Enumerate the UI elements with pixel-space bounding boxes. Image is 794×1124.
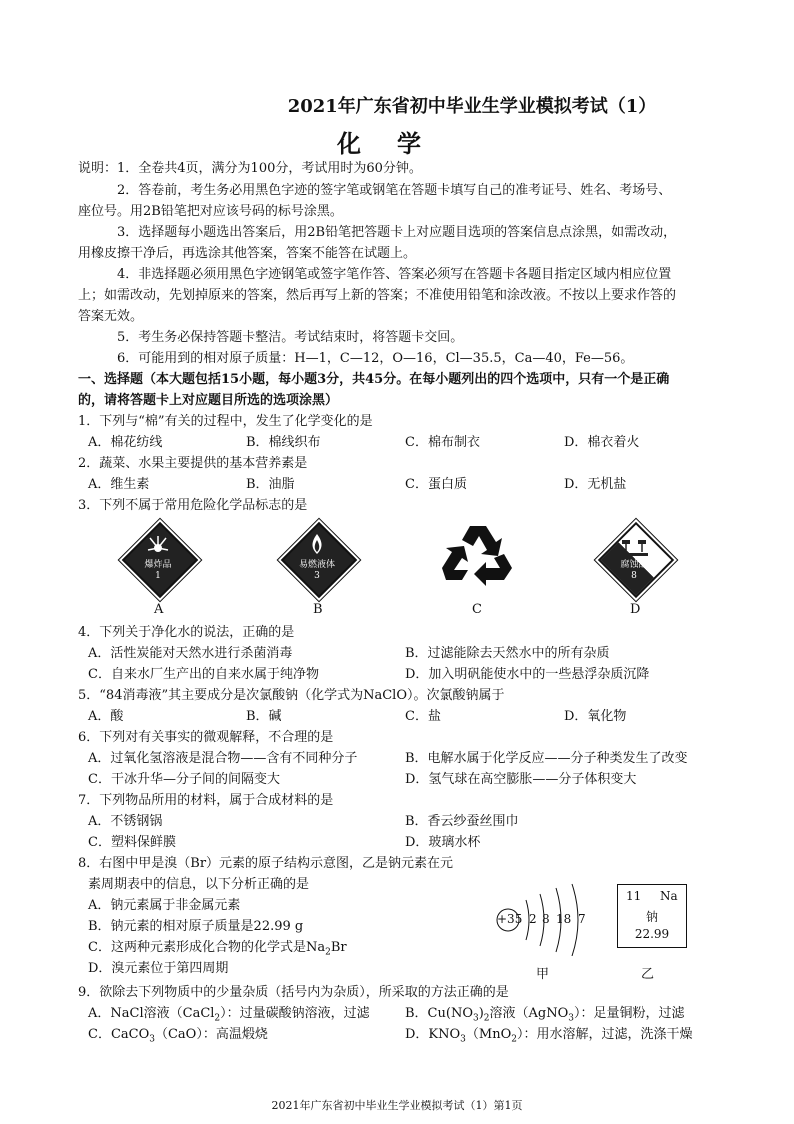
q9-option-a [88,1005,370,1023]
q2-option-d: D．无机盐 [564,477,627,492]
shell-3-count: 18 [556,912,572,926]
q9-d-pre: D．KNO [405,1027,461,1042]
q7-option-b: B．香云纱蚕丝围巾 [405,814,519,829]
instruction-4c: 答案无效。 [78,309,144,324]
section-heading-2: 的，请将答题卡上对应题目所选的选项涂黑） [78,393,339,408]
q9-b-pre: B．Cu(NO [405,1006,473,1021]
q5-option-c: C．盐 [405,709,441,724]
q8-option-c [88,939,347,957]
q1-stem: 1．下列与“棉”有关的过程中，发生了化学变化的是 [78,414,373,429]
sign-a-number: 1 [155,571,161,581]
q7-stem: 7．下列物品所用的材料，属于合成材料的是 [78,793,334,808]
q9-c-pre: C．CaCO [88,1027,150,1042]
explosive-sign [122,522,194,594]
q2-option-c: C．蛋白质 [405,477,467,492]
q9-option-d [405,1026,693,1044]
q1-option-d: D．棉衣着火 [564,435,640,450]
q9-a-post: ）：过量碳酸钠溶液，过滤 [220,1006,370,1021]
q1-option-a: A．棉花纺线 [88,435,163,450]
sign-b-number: 3 [314,571,320,581]
q9-a-sub: 2 [214,1013,221,1024]
q3-caption-d: D [630,602,641,617]
q4-stem: 4．下列关于净化水的说法，正确的是 [78,625,295,640]
instruction-1: 说明：1．全卷共4页，满分为100分，考试用时为60分钟。 [78,161,422,176]
q4-option-b: B．过滤能除去天然水中的所有杂质 [405,646,610,661]
instruction-6: 6．可能用到的相对原子质量：H—1，C—12，O—16，Cl—35.5，Ca—40，Fe—56。 [117,351,634,366]
sign-b-label: 易燃液体 [298,560,335,570]
flammable-liquid-sign [281,522,353,594]
shell-4-count: 7 [578,912,586,926]
instruction-4b: 上；如需改动，先划掉原来的答案，然后再写上新的答案；不准使用铅笔和涂改液。不按以上要求作答的 [78,288,677,303]
shell-1-count: 2 [529,912,537,926]
sign-a-label: 爆炸品 [144,560,172,570]
q7-option-c: C．塑料保鲜膜 [88,835,176,850]
q5-option-b: B．碱 [246,709,282,724]
q4-option-c: C．自来水厂生产出的自来水属于纯净物 [88,667,319,682]
instruction-3b: 用橡皮擦干净后，再选涂其他答案，答案不能答在试题上。 [78,246,417,261]
element-symbol: Na [660,889,678,903]
nucleus-label: +35 [497,912,523,926]
q9-b-sub3: 3 [568,1013,575,1024]
q9-a-pre: A．NaCl溶液（CaCl [88,1006,215,1021]
instruction-3: 3．选择题每小题选出答案后，用2B铅笔把答题卡上对应题目选项的答案信息点涂黑，如需改动， [117,225,677,240]
page-footer: 2021年广东省初中毕业生学业模拟考试（1）第1页 [271,1099,523,1112]
instruction-4: 4．非选择题必须用黑色字迹钢笔或签字笔作答、答案必须写在答题卡各题目指定区域内相应位置 [117,267,672,282]
q6-option-d: D．氢气球在高空膨胀——分子体积变大 [405,772,637,787]
recycling-icon [440,522,516,588]
instruction-2b: 座位号。用2B铅笔把对应该号码的标号涂黑。 [78,204,343,219]
shell-2-count: 8 [542,912,550,926]
q4-option-a: A．活性炭能对天然水进行杀菌消毒 [88,646,293,661]
instruction-2: 2．答卷前，考生务必用黑色字迹的签字笔或钢笔在答题卡填写自己的准考证号、姓名、考场号、 [117,183,672,198]
q8-stem-2: 素周期表中的信息，以下分析正确的是 [88,877,310,892]
caption-yi: 乙 [641,967,655,982]
test-tube-icon [598,522,670,594]
q9-b-post: ）：足量铜粉，过滤 [574,1006,685,1021]
q6-stem: 6．下列对有关事实的微观解释，不合理的是 [78,730,334,745]
subject-title: 化学 [337,129,457,158]
element-name: 钠 [645,910,658,924]
q8-option-c-sub: 2 [325,947,331,958]
q9-d-mid: （MnO [465,1027,512,1042]
q7-option-a: A．不锈钢锅 [88,814,163,829]
q5-stem: 5．“84消毒液”其主要成分是次氯酸钠（化学式为NaClO）。次氯酸钠属于 [78,688,505,703]
q9-d-sub2: 2 [511,1034,517,1045]
q8-option-c-post: Br [330,940,347,955]
q7-option-d: D．玻璃水杯 [405,835,481,850]
q5-option-a: A．酸 [88,709,124,724]
explosion-icon [122,522,194,594]
q5-option-d: D．氧化物 [564,709,627,724]
q3-caption-c: C [472,602,482,617]
q9-b-sub1: 3 [472,1013,479,1024]
q9-d-post: ）：用水溶解，过滤，洗涤干燥 [516,1027,693,1042]
q9-b-mid2: 溶液（AgNO [489,1006,569,1021]
sign-d-label: 腐蚀品 [620,560,648,570]
q9-c-post: （CaO）：高温煅烧 [154,1027,268,1042]
q6-option-b: B．电解水属于化学反应——分子种类发生了改变 [405,751,688,766]
q8-option-b: B．钠元素的相对原子质量是22.99 g [88,919,304,934]
atomic-number: 11 [626,889,642,903]
caption-jia: 甲 [536,967,550,982]
q9-c-sub: 3 [149,1034,155,1045]
q6-option-c: C．干冰升华—分子间的间隔变大 [88,772,280,787]
q9-option-b [405,1005,685,1023]
q4-option-d: D．加入明矾能使水中的一些悬浮杂质沉降 [405,667,650,682]
q8-option-c-text: C．这两种元素形成化合物的化学式是Na [88,940,326,955]
atomic-mass: 22.99 [634,927,670,941]
q3-stem: 3．下列不属于常用危险化学品标志的是 [78,498,308,513]
q2-option-b: B．油脂 [246,477,295,492]
section-heading: 一、选择题（本大题包括15小题，每小题3分，共45分。在每小题列出的四个选项中，只有一个是正确 [78,372,670,387]
q3-caption-a: A [154,602,164,617]
q1-option-c: C．棉布制衣 [405,435,480,450]
corrosive-sign [598,522,670,594]
exam-title: 2021年广东省初中毕业生学业模拟考试（1） [287,96,657,117]
q8-stem: 8．右图中甲是溴（Br）元素的原子结构示意图，乙是钠元素在元 [78,856,454,871]
q3-caption-b: B [313,602,323,617]
q9-d-sub1: 3 [460,1034,466,1045]
q9-b-sub2: 2 [483,1013,490,1024]
q9-option-c [88,1026,268,1044]
flame-icon [281,522,353,594]
q8-option-d: D．溴元素位于第四周期 [88,961,229,976]
q6-option-a: A．过氧化氢溶液是混合物——含有不同种分子 [88,751,358,766]
q2-stem: 2．蔬菜、水果主要提供的基本营养素是 [78,456,308,471]
q8-option-a: A．钠元素属于非金属元素 [88,898,241,913]
sodium-element-cell [617,884,687,948]
instruction-5: 5．考生务必保持答题卡整洁。考试结束时，将答题卡交回。 [117,330,464,345]
q2-option-a: A．维生素 [88,477,150,492]
q1-option-b: B．棉线织布 [246,435,321,450]
q9-stem: 9．欲除去下列物质中的少量杂质（括号内为杂质），所采取的方法正确的是 [78,985,509,1000]
sign-d-number: 8 [631,571,637,581]
q9-b-mid: ) [478,1006,484,1021]
